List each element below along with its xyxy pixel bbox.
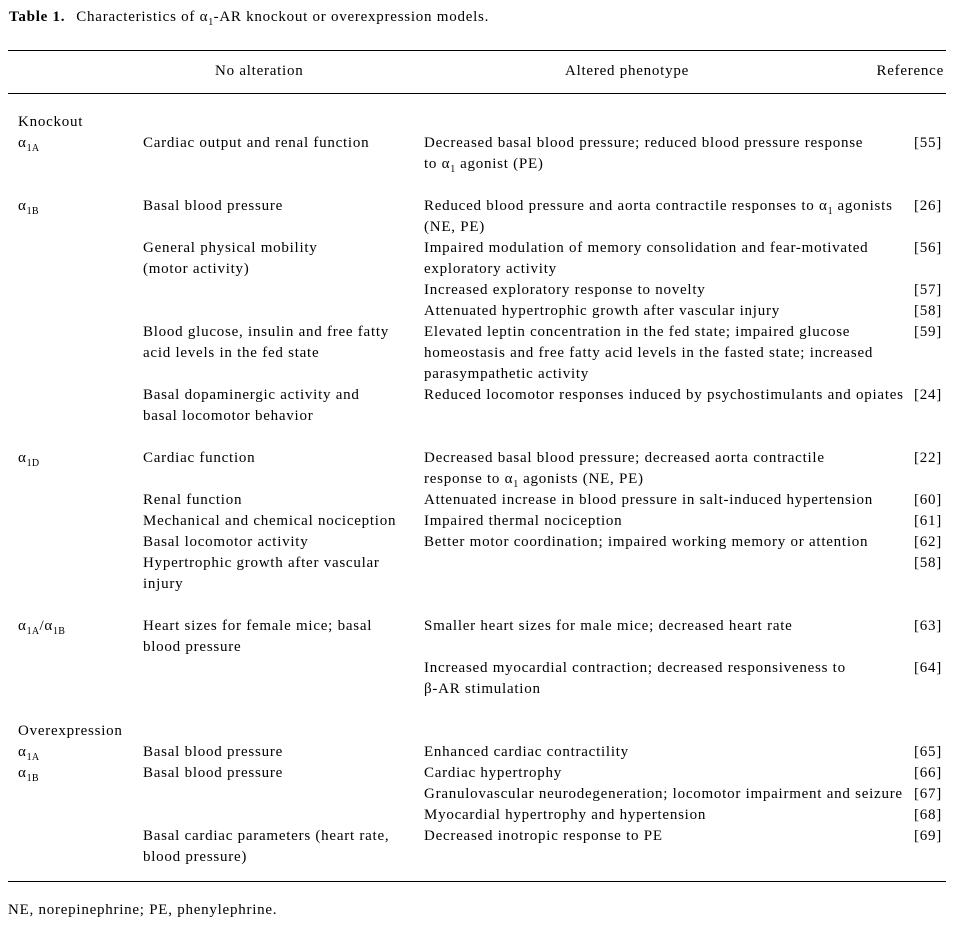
subtype-cell xyxy=(18,322,143,385)
text-run: Renal function xyxy=(143,492,243,508)
cell-line xyxy=(424,511,908,532)
text-run: Basal blood pressure xyxy=(143,198,283,214)
text-run: Attenuated increase in blood pressure in salt-induced hypertension xyxy=(424,492,873,508)
cell-line xyxy=(424,469,908,490)
subtype-group xyxy=(18,133,942,175)
cell-line xyxy=(143,637,424,658)
no-alteration-cell xyxy=(143,238,424,280)
reference-cell xyxy=(908,238,942,280)
subtype-cell xyxy=(18,763,143,784)
reference-cell xyxy=(908,658,942,700)
text-run: (NE, PE) xyxy=(424,219,485,235)
reference-number: [68] xyxy=(914,807,942,823)
reference-number: [59] xyxy=(914,324,942,340)
text-run: Cardiac function xyxy=(143,450,256,466)
reference-number: [55] xyxy=(914,135,942,151)
reference-number: [64] xyxy=(914,660,942,676)
no-alteration-cell xyxy=(143,763,424,784)
text-run: agonists (NE, PE) xyxy=(518,471,644,487)
reference-number: [61] xyxy=(914,513,942,529)
cell-line xyxy=(424,679,908,700)
cell-line xyxy=(424,616,908,637)
cell-line xyxy=(424,448,908,469)
text-run: homeostasis and free fatty acid levels in the fasted state; increased xyxy=(424,345,874,361)
no-alteration-cell xyxy=(143,742,424,763)
no-alteration-cell xyxy=(143,616,424,658)
cell-line xyxy=(424,217,908,238)
table-row xyxy=(18,763,942,784)
cell-line xyxy=(143,616,424,637)
reference-number: [56] xyxy=(914,240,942,256)
cell-line xyxy=(143,385,424,406)
subtype-label xyxy=(18,196,143,217)
reference-number: [58] xyxy=(914,303,942,319)
table-row xyxy=(18,280,942,301)
no-alteration-cell xyxy=(143,511,424,532)
subtype-cell xyxy=(18,133,143,175)
no-alteration-cell xyxy=(143,280,424,301)
text-run: Basal blood pressure xyxy=(143,744,283,760)
cell-line xyxy=(424,133,908,154)
cell-line xyxy=(424,805,908,826)
section-heading: Overexpression xyxy=(18,723,123,739)
cell-line xyxy=(143,826,424,847)
altered-phenotype-cell xyxy=(424,805,908,826)
subscript: 1 xyxy=(513,479,519,490)
reference-cell xyxy=(908,826,942,868)
no-alteration-cell xyxy=(143,532,424,553)
cell-line xyxy=(143,448,424,469)
text-run: Basal blood pressure xyxy=(143,765,283,781)
table-row xyxy=(18,742,942,763)
cell-line xyxy=(424,763,908,784)
subscript: 1 xyxy=(450,164,456,175)
subscript: 1A xyxy=(26,626,40,637)
column-header-altered-phenotype: Altered phenotype xyxy=(565,63,689,79)
no-alteration-cell xyxy=(143,133,424,175)
no-alteration-cell xyxy=(143,196,424,238)
altered-phenotype-cell xyxy=(424,322,908,385)
reference-number: [57] xyxy=(914,282,942,298)
column-header-row xyxy=(0,61,953,82)
subtype-cell xyxy=(18,238,143,280)
subtype-cell xyxy=(18,490,143,511)
reference-cell xyxy=(908,385,942,427)
subtype-cell xyxy=(18,448,143,490)
reference-number: [60] xyxy=(914,492,942,508)
text-run: Characteristics of α xyxy=(76,9,209,25)
cell-line xyxy=(143,847,424,868)
no-alteration-cell xyxy=(143,322,424,385)
cell-line xyxy=(424,238,908,259)
no-alteration-cell xyxy=(143,553,424,595)
cell-line xyxy=(424,154,908,175)
cell-line xyxy=(424,490,908,511)
subtype-cell xyxy=(18,385,143,427)
reference-cell xyxy=(908,511,942,532)
text-run: Elevated leptin concentration in the fed state; impaired glucose xyxy=(424,324,851,340)
header-rule xyxy=(8,93,946,94)
reference-number: [26] xyxy=(914,198,942,214)
reference-cell xyxy=(908,805,942,826)
section-overexpression xyxy=(18,721,942,868)
text-run: Cardiac output and renal function xyxy=(143,135,370,151)
text-run: Impaired modulation of memory consolidation and fear-motivated xyxy=(424,240,869,256)
section-groups xyxy=(18,133,942,700)
altered-phenotype-cell xyxy=(424,196,908,238)
table-row xyxy=(18,196,942,238)
altered-phenotype-cell xyxy=(424,133,908,175)
text-run: to α xyxy=(424,156,451,172)
text-run: α xyxy=(18,744,27,760)
subtype-group xyxy=(18,763,942,868)
cell-line xyxy=(424,301,908,322)
subscript: 1B xyxy=(26,206,39,217)
cell-line xyxy=(143,763,424,784)
reference-cell xyxy=(908,553,942,595)
subtype-label xyxy=(18,448,143,469)
text-run: α xyxy=(18,450,27,466)
bottom-rule xyxy=(8,881,946,882)
text-run: Basal locomotor activity xyxy=(143,534,309,550)
altered-phenotype-cell xyxy=(424,238,908,280)
table-label: Table 1. xyxy=(9,9,66,25)
table-row xyxy=(18,385,942,427)
reference-cell xyxy=(908,490,942,511)
text-run: Granulovascular neurodegeneration; locomotor impairment and seizure xyxy=(424,786,903,802)
no-alteration-cell xyxy=(143,385,424,427)
cell-line xyxy=(143,511,424,532)
cell-line xyxy=(424,784,908,805)
cell-line xyxy=(143,259,424,280)
reference-cell xyxy=(908,532,942,553)
cell-line xyxy=(143,574,424,595)
text-run: β-AR stimulation xyxy=(424,681,541,697)
table-row xyxy=(18,448,942,490)
text-run: Enhanced cardiac contractility xyxy=(424,744,629,760)
reference-cell xyxy=(908,448,942,490)
cell-line xyxy=(424,658,908,679)
reference-cell xyxy=(908,301,942,322)
cell-line xyxy=(424,196,908,217)
no-alteration-cell xyxy=(143,448,424,490)
subtype-cell xyxy=(18,805,143,826)
text-run: Attenuated hypertrophic growth after vascular injury xyxy=(424,303,780,319)
subtype-cell xyxy=(18,532,143,553)
subtype-cell xyxy=(18,742,143,763)
altered-phenotype-cell xyxy=(424,280,908,301)
reference-cell xyxy=(908,763,942,784)
subscript: 1B xyxy=(26,773,39,784)
cell-line xyxy=(424,322,908,343)
altered-phenotype-cell xyxy=(424,826,908,868)
text-run: -AR knockout or overexpression models. xyxy=(213,9,490,25)
altered-phenotype-cell xyxy=(424,763,908,784)
text-run: response to α xyxy=(424,471,514,487)
altered-phenotype-cell xyxy=(424,385,908,427)
subscript: 1B xyxy=(52,626,66,637)
reference-number: [65] xyxy=(914,744,942,760)
text-run: Heart sizes for female mice; basal xyxy=(143,618,373,634)
text-run: Reduced locomotor responses induced by psychostimulants and opiates xyxy=(424,387,904,403)
reference-number: [22] xyxy=(914,450,942,466)
subtype-group xyxy=(18,196,942,427)
text-run: α xyxy=(18,618,27,634)
text-run: Cardiac hypertrophy xyxy=(424,765,562,781)
table-row xyxy=(18,322,942,385)
cell-line xyxy=(143,196,424,217)
text-run: Impaired thermal nociception xyxy=(424,513,623,529)
no-alteration-cell xyxy=(143,805,424,826)
no-alteration-cell xyxy=(143,490,424,511)
cell-line xyxy=(424,259,908,280)
altered-phenotype-cell xyxy=(424,658,908,700)
cell-line xyxy=(143,553,424,574)
reference-cell xyxy=(908,616,942,658)
table-row xyxy=(18,301,942,322)
table-row xyxy=(18,805,942,826)
altered-phenotype-cell xyxy=(424,742,908,763)
reference-number: [66] xyxy=(914,765,942,781)
subtype-cell xyxy=(18,196,143,238)
top-rule xyxy=(8,50,946,51)
text-run: Blood glucose, insulin and free fatty xyxy=(143,324,390,340)
subtype-label xyxy=(18,616,143,637)
subtype-label xyxy=(18,133,143,154)
cell-line xyxy=(143,133,424,154)
subscript: 1 xyxy=(208,17,214,28)
reference-number: [69] xyxy=(914,828,942,844)
table-row xyxy=(18,616,942,658)
no-alteration-cell xyxy=(143,784,424,805)
cell-line xyxy=(424,343,908,364)
table-footnote: NE, norepinephrine; PE, phenylephrine. xyxy=(8,902,278,918)
section-knockout xyxy=(18,112,942,700)
table-row xyxy=(18,133,942,175)
reference-cell xyxy=(908,784,942,805)
reference-cell xyxy=(908,742,942,763)
altered-phenotype-cell xyxy=(424,301,908,322)
text-run: Smaller heart sizes for male mice; decreased heart rate xyxy=(424,618,793,634)
subtype-cell xyxy=(18,658,143,700)
subtype-cell xyxy=(18,301,143,322)
text-run: Mechanical and chemical nociception xyxy=(143,513,397,529)
subtype-label xyxy=(18,763,143,784)
subtype-cell xyxy=(18,280,143,301)
cell-line xyxy=(143,322,424,343)
text-run: /α xyxy=(39,618,53,634)
reference-number: [62] xyxy=(914,534,942,550)
reference-number: [24] xyxy=(914,387,942,403)
text-run: α xyxy=(18,198,27,214)
text-run: agonists xyxy=(832,198,893,214)
text-run: Decreased basal blood pressure; decreased aorta contractile xyxy=(424,450,825,466)
subscript: 1A xyxy=(26,143,40,154)
altered-phenotype-cell xyxy=(424,784,908,805)
no-alteration-cell xyxy=(143,826,424,868)
cell-line xyxy=(424,532,908,553)
table-row xyxy=(18,490,942,511)
cell-line xyxy=(143,238,424,259)
reference-number: [63] xyxy=(914,618,942,634)
cell-line xyxy=(143,343,424,364)
table-row xyxy=(18,826,942,868)
text-run: Increased myocardial contraction; decreased responsiveness to xyxy=(424,660,846,676)
section-heading: Knockout xyxy=(18,114,84,130)
reference-cell xyxy=(908,280,942,301)
cell-line xyxy=(424,385,908,406)
altered-phenotype-cell xyxy=(424,490,908,511)
altered-phenotype-cell xyxy=(424,616,908,658)
subtype-group xyxy=(18,742,942,763)
cell-line xyxy=(143,406,424,427)
text-run: Myocardial hypertrophy and hypertension xyxy=(424,807,707,823)
subtype-group xyxy=(18,448,942,595)
table-title xyxy=(9,7,489,28)
cell-line xyxy=(424,826,908,847)
reference-cell xyxy=(908,322,942,385)
text-run: exploratory activity xyxy=(424,261,557,277)
altered-phenotype-cell xyxy=(424,511,908,532)
cell-line xyxy=(424,364,908,385)
text-run: Decreased inotropic response to PE xyxy=(424,828,663,844)
subtype-cell xyxy=(18,511,143,532)
text-run: (motor activity) xyxy=(143,261,250,277)
text-run: blood pressure xyxy=(143,639,242,655)
table-row xyxy=(18,553,942,595)
table-row xyxy=(18,238,942,280)
text-run: Basal dopaminergic activity and xyxy=(143,387,360,403)
text-run: Decreased basal blood pressure; reduced blood pressure response xyxy=(424,135,864,151)
subtype-label xyxy=(18,742,143,763)
subscript: 1D xyxy=(26,458,40,469)
column-header-no-alteration: No alteration xyxy=(215,63,304,79)
cell-line xyxy=(424,742,908,763)
subtype-group xyxy=(18,616,942,700)
cell-line xyxy=(143,742,424,763)
table-row xyxy=(18,658,942,700)
text-run: α xyxy=(18,135,27,151)
text-run: Basal cardiac parameters (heart rate, xyxy=(143,828,390,844)
altered-phenotype-cell xyxy=(424,553,908,595)
table-row xyxy=(18,511,942,532)
text-run: Reduced blood pressure and aorta contractile responses to α xyxy=(424,198,828,214)
text-run: basal locomotor behavior xyxy=(143,408,314,424)
reference-number: [67] xyxy=(914,786,942,802)
text-run: Better motor coordination; impaired working memory or attention xyxy=(424,534,869,550)
text-run: Hypertrophic growth after vascular xyxy=(143,555,380,571)
text-run: agonist (PE) xyxy=(455,156,544,172)
text-run: Increased exploratory response to novelty xyxy=(424,282,706,298)
subtype-cell xyxy=(18,616,143,658)
text-run: General physical mobility xyxy=(143,240,318,256)
text-run: blood pressure) xyxy=(143,849,248,865)
reference-cell xyxy=(908,133,942,175)
text-run: α xyxy=(18,765,27,781)
table-row xyxy=(18,784,942,805)
text-run: injury xyxy=(143,576,184,592)
altered-phenotype-cell xyxy=(424,532,908,553)
subtype-cell xyxy=(18,784,143,805)
section-groups xyxy=(18,742,942,868)
subtype-cell xyxy=(18,553,143,595)
reference-cell xyxy=(908,196,942,238)
subscript: 1A xyxy=(26,752,40,763)
table-row xyxy=(18,532,942,553)
altered-phenotype-cell xyxy=(424,448,908,490)
cell-line xyxy=(143,490,424,511)
table-caption xyxy=(76,9,490,28)
subtype-cell xyxy=(18,826,143,868)
no-alteration-cell xyxy=(143,658,424,700)
text-run: acid levels in the fed state xyxy=(143,345,320,361)
reference-number: [58] xyxy=(914,555,942,571)
no-alteration-cell xyxy=(143,301,424,322)
subscript: 1 xyxy=(827,206,833,217)
text-run: parasympathetic activity xyxy=(424,366,590,382)
column-header-reference: Reference xyxy=(876,63,944,79)
cell-line xyxy=(143,532,424,553)
cell-line xyxy=(424,280,908,301)
table-body xyxy=(18,112,942,868)
